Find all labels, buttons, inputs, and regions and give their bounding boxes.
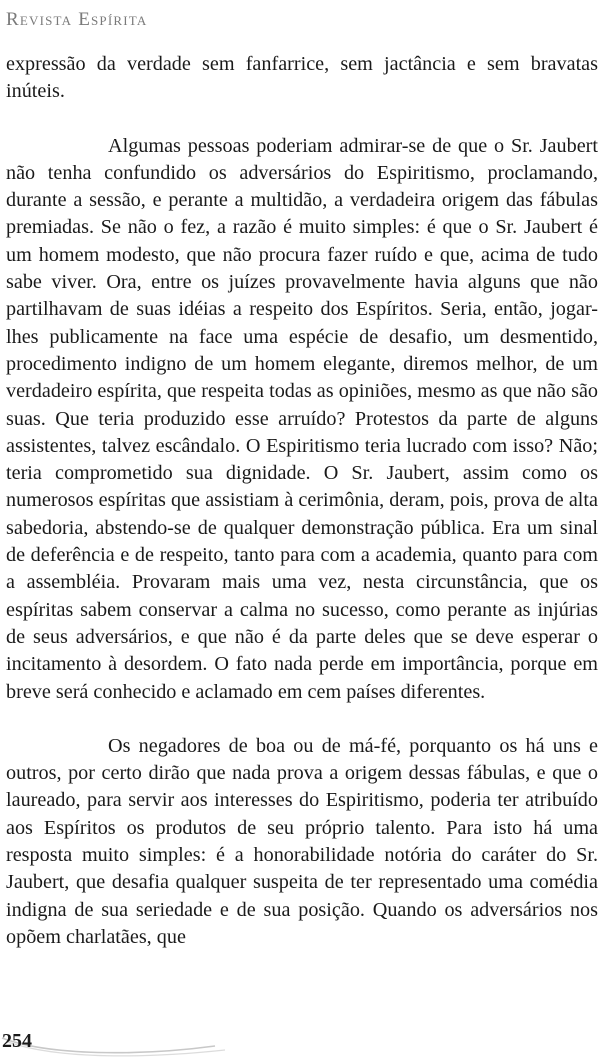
- paragraph-continued: expressão da verdade sem fanfarrice, sem jactância e sem bravatas inúteis.: [6, 53, 598, 103]
- paragraph: Os negadores de boa ou de má-fé, porquanto os há uns e outros, por certo dirão que nada prova a origem dessas fábulas, e que o laureado, para servir aos interesses do Espiritismo, poderia ter atribuído aos Espíritos os produtos de seu próprio talento. Para isto há uma resposta muito simples: é a honorabilidade notória do caráter do Sr. Jaubert, que desafia qualquer suspeita de ter representado uma comédia indigna de sua seriedade e de sua posição. Quando os adversários nos opõem charlatães, que: [6, 734, 598, 948]
- paragraph: Algumas pessoas poderiam admirar-se de que o Sr. Jaubert não tenha confundido os adversários do Espiritismo, proclamando, durante a sessão, e perante a multidão, a verdadeira origem das fábulas premiadas. Se não o fez, a razão é muito simples: é que o Sr. Jaubert é um homem modesto, que não procura fazer ruído e que, acima de tudo sabe viver. Ora, entre os juízes provavelmente havia alguns que não partilhavam de suas idéias a respeito dos Espíritos. Seria, então, jogar-lhes publicamente na face uma espécie de desafio, um desmentido, procedimento indigno de um homem elegante, diremos melhor, de um verdadeiro espírita, que respeita todas as opiniões, mesmo as que não são suas. Que teria produzido esse arruído? Protestos da parte de alguns assistentes, talvez escândalo. O Espiritismo teria lucrado com isso? Não; teria comprometido sua dignidade. O Sr. Jaubert, assim como os numerosos espíritas que assistiam à cerimônia, deram, pois, prova de alta sabedoria, abstendo-se de qualquer demonstração pública. Era um sinal de deferência e de respeito, tanto para com a academia, quanto para com a assembléia. Provaram mais uma vez, nesta circunstância, que os espíritas sabem conservar a calma no sucesso, como perante as injúrias de seus adversários, e que não é da parte deles que se deve esperar o incitamento à desordem. O fato nada perde em importância, porque em breve será conhecido e aclamado em cem países diferentes.: [6, 134, 598, 703]
- body-text: [6, 51, 598, 951]
- running-header: Revista Espírita: [6, 9, 148, 30]
- page-number: 254: [2, 1030, 32, 1052]
- decorative-swoosh: [0, 1026, 230, 1060]
